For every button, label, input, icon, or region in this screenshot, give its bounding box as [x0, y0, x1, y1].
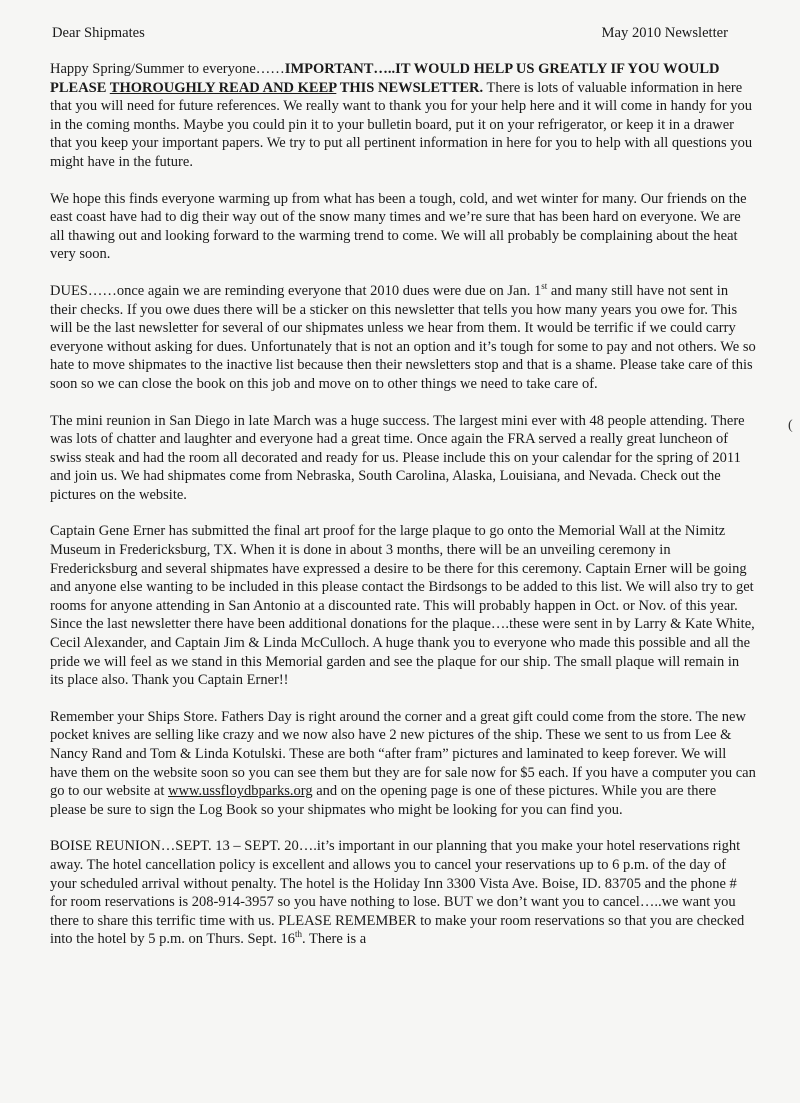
mini-reunion-paragraph: The mini reunion in San Diego in late March was a huge success. The largest mini ever with 48 people attending. There was lots of chatter and laughter and everyone had a great time. Once again the FRA served a really great luncheon of swiss steak and had the room all decorated and ready for us. Please include this on your calendar for the spring of 2011 and join us. We had shipmates come from Nebraska, South Carolina, Alaska, Louisiana, and Nevada. Check out the pictures on the website. — [50, 412, 745, 503]
newsletter-header — [50, 24, 756, 42]
intro-lead: Happy Spring/Summer to everyone…… — [50, 61, 285, 77]
intro-important: IMPORTANT…..IT WOULD HELP US GREATLY IF YOU WOULD PLEASE — [50, 61, 720, 96]
newsletter-page — [50, 24, 756, 967]
plaque-paragraph: Captain Gene Erner has submitted the final art proof for the large plaque to go onto the Memorial Wall at the Nimitz Museum in Fredericksburg, TX. When it is done in about 3 months, there will be an unveiling ceremony in Fredericksburg and several shipmates have expressed a desire to be there for this ceremony. Captain Erner will be going and anyone else wanting to be included in this please contact the Birdsongs to be added to this list. We will also try to get rooms for anyone attending in San Antonio at a discounted rate. This will probably happen in Oct. or Nov. of this year. Since the last newsletter there have been additional donations for the plaque….these were sent in by Larry & Kate White, Cecil Alexander, and Captain Jim & Linda McCulloch. A huge thank you to everyone who made this possible and all the pride we will feel as we stand in this Memorial garden and see the plaque for our ship. The small plaque will remain in its place also. Thank you Captain Erner!! — [50, 523, 755, 689]
intro-newsletter: THIS NEWSLETTER. — [336, 79, 484, 96]
dues-paragraph: DUES……once again we are reminding everyone that 2010 dues were due on Jan. 1st and many still have not sent in their checks. If you owe dues there will be a sticker on this newsletter that tells you how many years you owe for. This will be the last newsletter for several of our shipmates unless we hear from them. It would be terrific if we could carry everyone without asking for dues. Unfortunately that is not an option and it’s tough for some to pay and not others. We so hate to move shipmates to the inactive list because then their newsletters stop and that is a shame. Please take care of this soon so we can close the book on this job and move on to other things we need to take care of. — [50, 281, 756, 392]
ships-store-paragraph: Remember your Ships Store. Fathers Day is right around the corner and a great gift could come from the store. The new pocket knives are selling like crazy and we now also have 2 new pictures of the ship. These we sent to us from Lee & Nancy Rand and Tom & Linda Kotulski. These are both “after fram” pictures and laminated to keep forever. We will have them on the website soon so you can see them but they are for sale now for $5 each. If you have a computer you can go to our website at www.ussfloydbparks.org and on the opening page is one of these pictures. While you are there please be sure to sign the Log Book so your shipmates who might be looking for you can find you. — [50, 708, 756, 818]
website-link[interactable]: www.ussfloydbparks.org — [168, 783, 313, 800]
salutation: Dear Shipmates — [52, 25, 145, 41]
intro-paragraph — [50, 60, 756, 172]
winter-paragraph: We hope this finds everyone warming up from what has been a tough, cold, and wet winter for many. Our friends on the east coast have had to dig their way out of the snow many times and we’re sure that has been hard on everyone. We are all thawing out and looking forward to the warming trend to come. We will all probably be complaining about the heat very soon. — [50, 190, 747, 263]
intro-rest: There is lots of valuable information in here that you will need for future references. We really want to thank you for your help here and it will come in handy for you in the coming months. Maybe you could pin it to your bulletin board, put it on your refrigerator, or keep it in a drawer that you keep your important papers. We try to put all pertinent information in here for you to help with all questions you might have in the future. — [50, 79, 753, 170]
boise-reunion-paragraph: BOISE REUNION…SEPT. 13 – SEPT. 20….it’s important in our planning that you make your hotel reservations right away. The hotel cancellation policy is excellent and allows you to cancel your reservations up to 6 p.m. of the day of your scheduled arrival without penalty. The hotel is the Holiday Inn 3300 Vista Ave. Boise, ID. 83705 and the phone # for room reservations is 208-914-3957 so you have nothing to lose. BUT we don’t want you to cancel…..we want you there to share this terrific time with us. PLEASE REMEMBER to make your room reservations so that you are checked into the hotel by 5 p.m. on Thurs. Sept. 16th. There is a — [50, 838, 745, 948]
margin-mark: ( — [788, 418, 793, 433]
intro-keep-underlined: THOROUGHLY READ AND KEEP — [109, 79, 337, 96]
issue-date: May 2010 Newsletter — [601, 25, 728, 41]
